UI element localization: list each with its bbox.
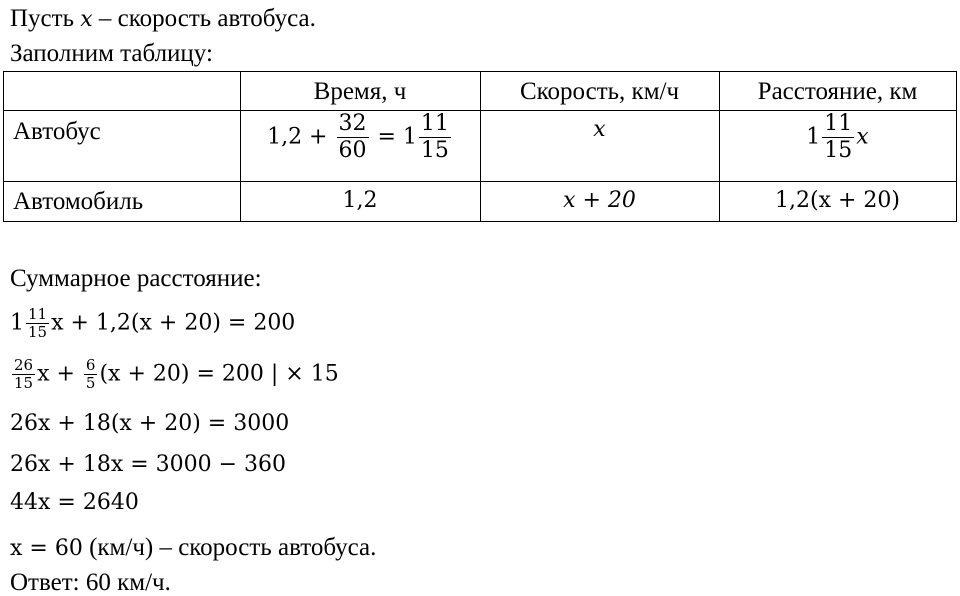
bus-distance-var: x [856, 124, 869, 150]
solution-title: Суммарное расстояние: [10, 265, 262, 292]
table-header-time: Время, ч [313, 78, 407, 105]
row-label-bus: Автобус [13, 118, 101, 145]
intro-text-rest: – скорость автобуса. [92, 5, 316, 32]
table-col-line-0 [3, 71, 4, 222]
equation-6 [10, 535, 376, 560]
answer: Ответ: 60 км/ч. [10, 569, 171, 596]
eq1-whole: 1 [10, 310, 24, 336]
eq6-math: x = 60 [10, 536, 83, 561]
fraction [337, 113, 369, 162]
table-header-distance: Расстояние, км [757, 78, 918, 105]
fraction-den: 15 [420, 138, 449, 163]
fraction [12, 358, 35, 391]
eq6-text: (км/ч) – скорость автобуса. [82, 534, 377, 561]
variable-x: x [80, 7, 93, 32]
bus-time-cell [240, 113, 480, 162]
equation-2 [10, 358, 339, 391]
bus-time-eq: = 1 [370, 124, 417, 150]
equation-3: 26x + 18(x + 20) = 3000 [10, 411, 290, 436]
fraction [822, 113, 854, 162]
table-header-speed: Скорость, км/ч [519, 78, 680, 105]
bus-distance-cell [719, 113, 956, 162]
fraction-num: 11 [420, 111, 449, 136]
car-speed-cell: x + 20 [563, 188, 636, 213]
bus-distance-whole: 1 [806, 124, 821, 150]
eq1-rest: x + 1,2(x + 20) = 200 [51, 310, 296, 336]
car-time-cell: 1,2 [342, 188, 378, 213]
equation-5: 44x = 2640 [10, 490, 139, 515]
fraction-den: 60 [338, 138, 367, 163]
fraction-num: 26 [14, 356, 34, 374]
bus-speed-cell: x [593, 117, 606, 142]
fraction-den: 5 [85, 374, 96, 392]
car-distance-cell: 1,2(x + 20) [775, 188, 900, 213]
fraction [26, 307, 49, 340]
equation-4: 26x + 18x = 3000 − 360 [10, 452, 287, 477]
eq2-mid: x + [37, 361, 82, 387]
fraction [419, 113, 451, 162]
eq2-rest: (x + 20) = 200 | × 15 [99, 361, 339, 387]
fraction-den: 15 [28, 323, 48, 341]
equation-1 [10, 307, 295, 340]
fraction-den: 15 [14, 374, 34, 392]
intro-line-2: Заполним таблицу: [10, 40, 213, 67]
fraction-num: 11 [28, 305, 48, 323]
intro-line-1 [10, 6, 316, 31]
fraction-den: 15 [824, 138, 853, 163]
fraction-num: 32 [338, 111, 367, 136]
table-col-line-4 [956, 71, 957, 222]
intro-text: Пусть [10, 5, 81, 32]
fraction-num: 11 [824, 111, 853, 136]
row-label-car: Автомобиль [13, 188, 144, 215]
fraction [84, 358, 98, 391]
bus-time-a: 1,2 + [267, 124, 335, 150]
data-table [3, 71, 957, 222]
fraction-num: 6 [85, 356, 96, 374]
